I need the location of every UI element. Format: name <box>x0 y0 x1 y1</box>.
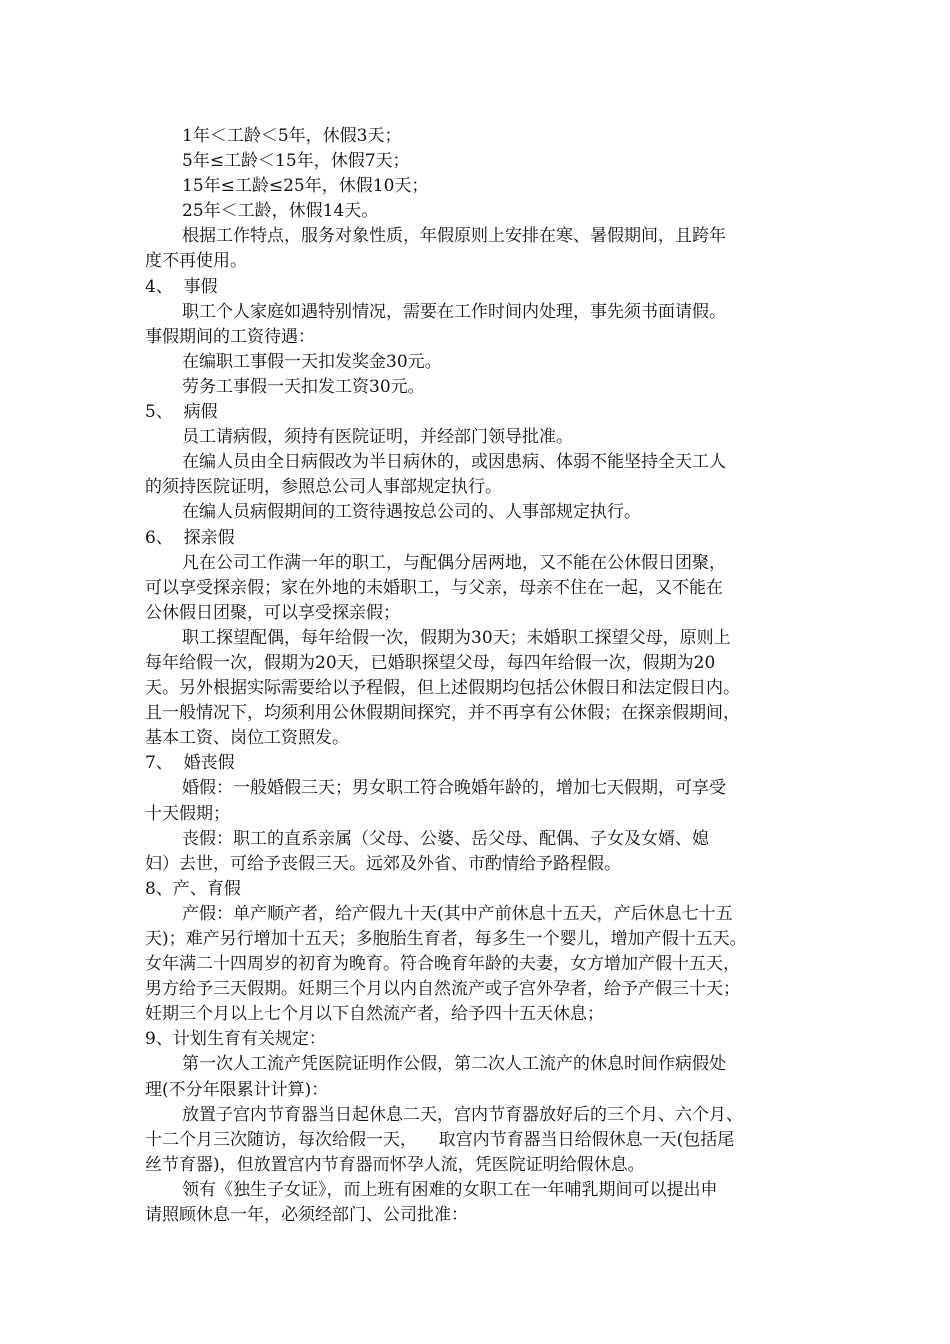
text-line: 1年＜工龄＜5年，休假3天； <box>182 126 402 146</box>
text-line: 基本工资、岗位工资照发。 <box>145 728 349 749</box>
text-line: 丧假：职工的直系亲属（父母、公婆、岳父母、配偶、子女及女婿、媳 <box>182 828 709 849</box>
text-line: 员工请病假，须持有医院证明，并经部门领导批准。 <box>182 427 573 448</box>
text-line: 放置子宫内节育器当日起休息二天，宫内节育器放好后的三个月、六个月、 <box>182 1104 743 1125</box>
text-line: 十天假期； <box>145 803 230 824</box>
text-line: 7、 婚丧假 <box>145 753 235 774</box>
text-line: 在编人员由全日病假改为半日病休的，或因患病、体弱不能坚持全天工人 <box>182 452 726 473</box>
text-line: 8、产、育假 <box>145 878 241 899</box>
text-line: 且一般情况下，均须利用公休假期间探究，并不再享有公休假；在探亲假期间， <box>145 703 740 724</box>
text-line: 25年＜工龄，休假14天。 <box>182 201 379 222</box>
text-line: 男方给予三天假期。妊期三个月以内自然流产或子宫外孕者，给予产假三十天； <box>145 979 740 1000</box>
text-line: 领有《独生子女证》，而上班有困难的女职工在一年哺乳期间可以提出申 <box>182 1179 718 1200</box>
text-line: 产假：单产顺产者，给产假九十天(其中产前休息十五天，产后休息七十五 <box>182 903 733 924</box>
text-line: 妇）去世，可给予丧假三天。远郊及外省、市酌情给予路程假。 <box>145 853 621 874</box>
text-line: 4、 事假 <box>145 276 218 297</box>
text-line: 度不再使用。 <box>145 251 247 272</box>
text-line: 6、 探亲假 <box>145 527 235 548</box>
text-line: 理(不分年限累计计算)： <box>145 1079 329 1100</box>
text-line: 劳务工事假一天扣发工资30元。 <box>182 376 425 397</box>
text-line: 根据工作特点，服务对象性质，年假原则上安排在寒、暑假期间，且跨年 <box>182 226 726 247</box>
text-line: 5年≤工龄＜15年，休假7天； <box>182 151 410 172</box>
text-line: 在编职工事假一天扣发奖金30元。 <box>182 351 442 372</box>
text-line: 公休假日团聚，可以享受探亲假； <box>145 602 400 623</box>
text-line: 天)；难产另行增加十五天；多胞胎生育者，每多生一个婴儿，增加产假十五天。 <box>145 929 747 949</box>
text-line: 事假期间的工资待遇： <box>145 326 315 347</box>
text-line: 妊期三个月以上七个月以下自然流产者，给予四十五天休息； <box>145 1004 604 1025</box>
text-line: 天。另外根据实际需要给以予程假，但上述假期均包括公休假日和法定假日内。 <box>145 678 740 699</box>
document-body <box>145 124 815 1228</box>
text-line: 15年≤工龄≤25年，休假10天； <box>182 176 429 197</box>
text-line: 5、 病假 <box>145 402 218 423</box>
text-line: 丝节育器)，但放置宫内节育器而怀孕人流，凭医院证明给假休息。 <box>145 1154 645 1175</box>
text-line: 每年给假一次，假期为20天，已婚职探望父母，每四年给假一次，假期为20 <box>145 652 716 673</box>
text-line: 9、计划生育有关规定： <box>145 1029 326 1050</box>
text-line: 婚假：一般婚假三天；男女职工符合晚婚年龄的，增加七天假期，可享受 <box>182 778 726 799</box>
text-line: 十二个月三次随访，每次给假一天， 取宫内节育器当日给假休息一天(包括尾 <box>145 1129 735 1150</box>
text-line: 第一次人工流产凭医院证明作公假，第二次人工流产的休息时间作病假处 <box>182 1054 726 1075</box>
text-line: 可以享受探亲假；家在外地的未婚职工，与父亲，母亲不住在一起，又不能在 <box>145 577 723 598</box>
text-line: 请照顾休息一年，必须经部门、公司批准： <box>145 1205 468 1226</box>
text-line: 在编人员病假期间的工资待遇按总公司的、人事部规定执行。 <box>182 502 641 523</box>
text-line: 的须持医院证明，参照总公司人事部规定执行。 <box>145 477 502 498</box>
text-line: 女年满二十四周岁的初育为晚育。符合晚育年龄的夫妻，女方增加产假十五天， <box>145 954 740 975</box>
text-line: 职工探望配偶，每年给假一次，假期为30天；未婚职工探望父母，原则上 <box>182 627 731 648</box>
text-line: 职工个人家庭如遇特别情况，需要在工作时间内处理，事先须书面请假。 <box>182 301 726 322</box>
text-line: 凡在公司工作满一年的职工，与配偶分居两地，又不能在公休假日团聚， <box>182 552 726 573</box>
